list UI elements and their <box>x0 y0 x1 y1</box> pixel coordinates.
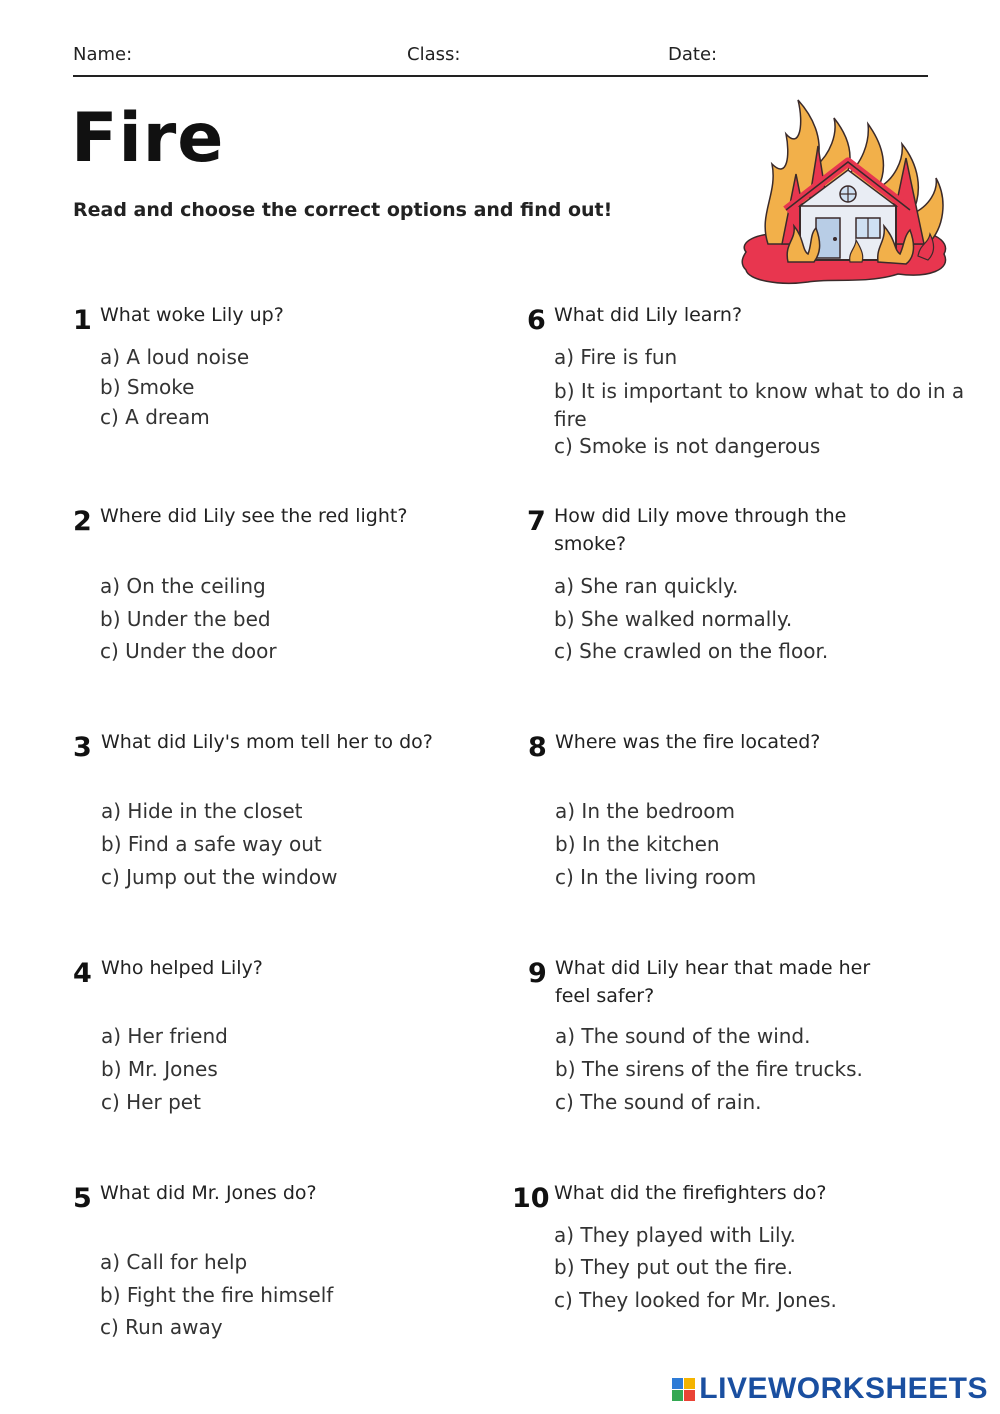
answer-option[interactable]: c) They looked for Mr. Jones. <box>554 1288 837 1312</box>
question-text: What woke Lily up? <box>100 304 284 326</box>
answer-option[interactable]: b) They put out the fire. <box>554 1255 794 1279</box>
answer-option[interactable]: b) The sirens of the fire trucks. <box>555 1057 863 1081</box>
answer-option[interactable]: a) On the ceiling <box>100 574 266 598</box>
question-number: 3 <box>73 732 92 763</box>
answer-option[interactable]: a) A loud noise <box>100 345 250 369</box>
question-text: Where did Lily see the red light? <box>100 505 408 527</box>
answer-option[interactable]: a) Call for help <box>100 1250 248 1274</box>
question-number: 9 <box>528 958 547 989</box>
question-number: 10 <box>512 1183 550 1214</box>
answer-option[interactable]: a) They played with Lily. <box>554 1223 796 1247</box>
answer-option[interactable]: a) Her friend <box>101 1024 228 1048</box>
answer-option[interactable]: a) She ran quickly. <box>554 574 739 598</box>
answer-option[interactable]: c) Smoke is not dangerous <box>554 434 821 458</box>
question-number: 6 <box>527 305 546 336</box>
header-divider <box>73 75 928 77</box>
answer-option[interactable]: b) Smoke <box>100 375 195 399</box>
question-text: What did Mr. Jones do? <box>100 1182 317 1204</box>
name-label: Name: <box>73 44 133 65</box>
answer-option[interactable]: c) Jump out the window <box>101 865 338 889</box>
question-text: What did Lily hear that made her feel safer? <box>555 957 871 1007</box>
answer-option[interactable]: b) Under the bed <box>100 607 271 631</box>
answer-option[interactable]: c) The sound of rain. <box>555 1090 762 1114</box>
liveworksheets-icon <box>672 1378 695 1401</box>
date-label: Date: <box>668 44 718 65</box>
answer-option[interactable]: b) She walked normally. <box>554 607 793 631</box>
instructions-text: Read and choose the correct options and find out! <box>73 199 613 221</box>
question-text: What did Lily's mom tell her to do? <box>101 731 433 753</box>
answer-option[interactable]: c) She crawled on the floor. <box>554 639 829 663</box>
question-text: How did Lily move through the smoke? <box>554 505 847 555</box>
answer-option[interactable]: c) A dream <box>100 405 210 429</box>
question-text: What did Lily learn? <box>554 304 743 326</box>
liveworksheets-logo[interactable] <box>672 1372 988 1406</box>
question-number: 4 <box>73 958 92 989</box>
question-text: What did the firefighters do? <box>554 1182 827 1204</box>
answer-option[interactable]: a) Hide in the closet <box>101 799 303 823</box>
answer-option[interactable]: c) In the living room <box>555 865 757 889</box>
burning-house-icon <box>738 94 952 290</box>
answer-option[interactable]: c) Under the door <box>100 639 277 663</box>
class-label: Class: <box>407 44 461 65</box>
brand-name: LIVEWORKSHEETS <box>699 1372 988 1405</box>
question-number: 1 <box>73 305 92 336</box>
answer-option[interactable]: b) In the kitchen <box>555 832 720 856</box>
question-number: 8 <box>528 732 547 763</box>
question-number: 5 <box>73 1183 92 1214</box>
answer-option[interactable]: b) Mr. Jones <box>101 1057 218 1081</box>
question-number: 2 <box>73 506 92 537</box>
answer-option[interactable]: c) Run away <box>100 1315 223 1339</box>
answer-option[interactable]: a) Fire is fun <box>554 345 678 369</box>
worksheet-title: Fire <box>71 99 225 178</box>
question-text: Who helped Lily? <box>101 957 263 979</box>
answer-option[interactable]: b) Fight the fire himself <box>100 1283 334 1307</box>
answer-option[interactable]: b) It is important to know what to do in a fire <box>554 379 965 431</box>
answer-option[interactable]: c) Her pet <box>101 1090 201 1114</box>
answer-option[interactable]: a) In the bedroom <box>555 799 735 823</box>
answer-option[interactable]: a) The sound of the wind. <box>555 1024 811 1048</box>
answer-option[interactable]: b) Find a safe way out <box>101 832 322 856</box>
question-text: Where was the fire located? <box>555 731 821 753</box>
question-number: 7 <box>527 506 546 537</box>
